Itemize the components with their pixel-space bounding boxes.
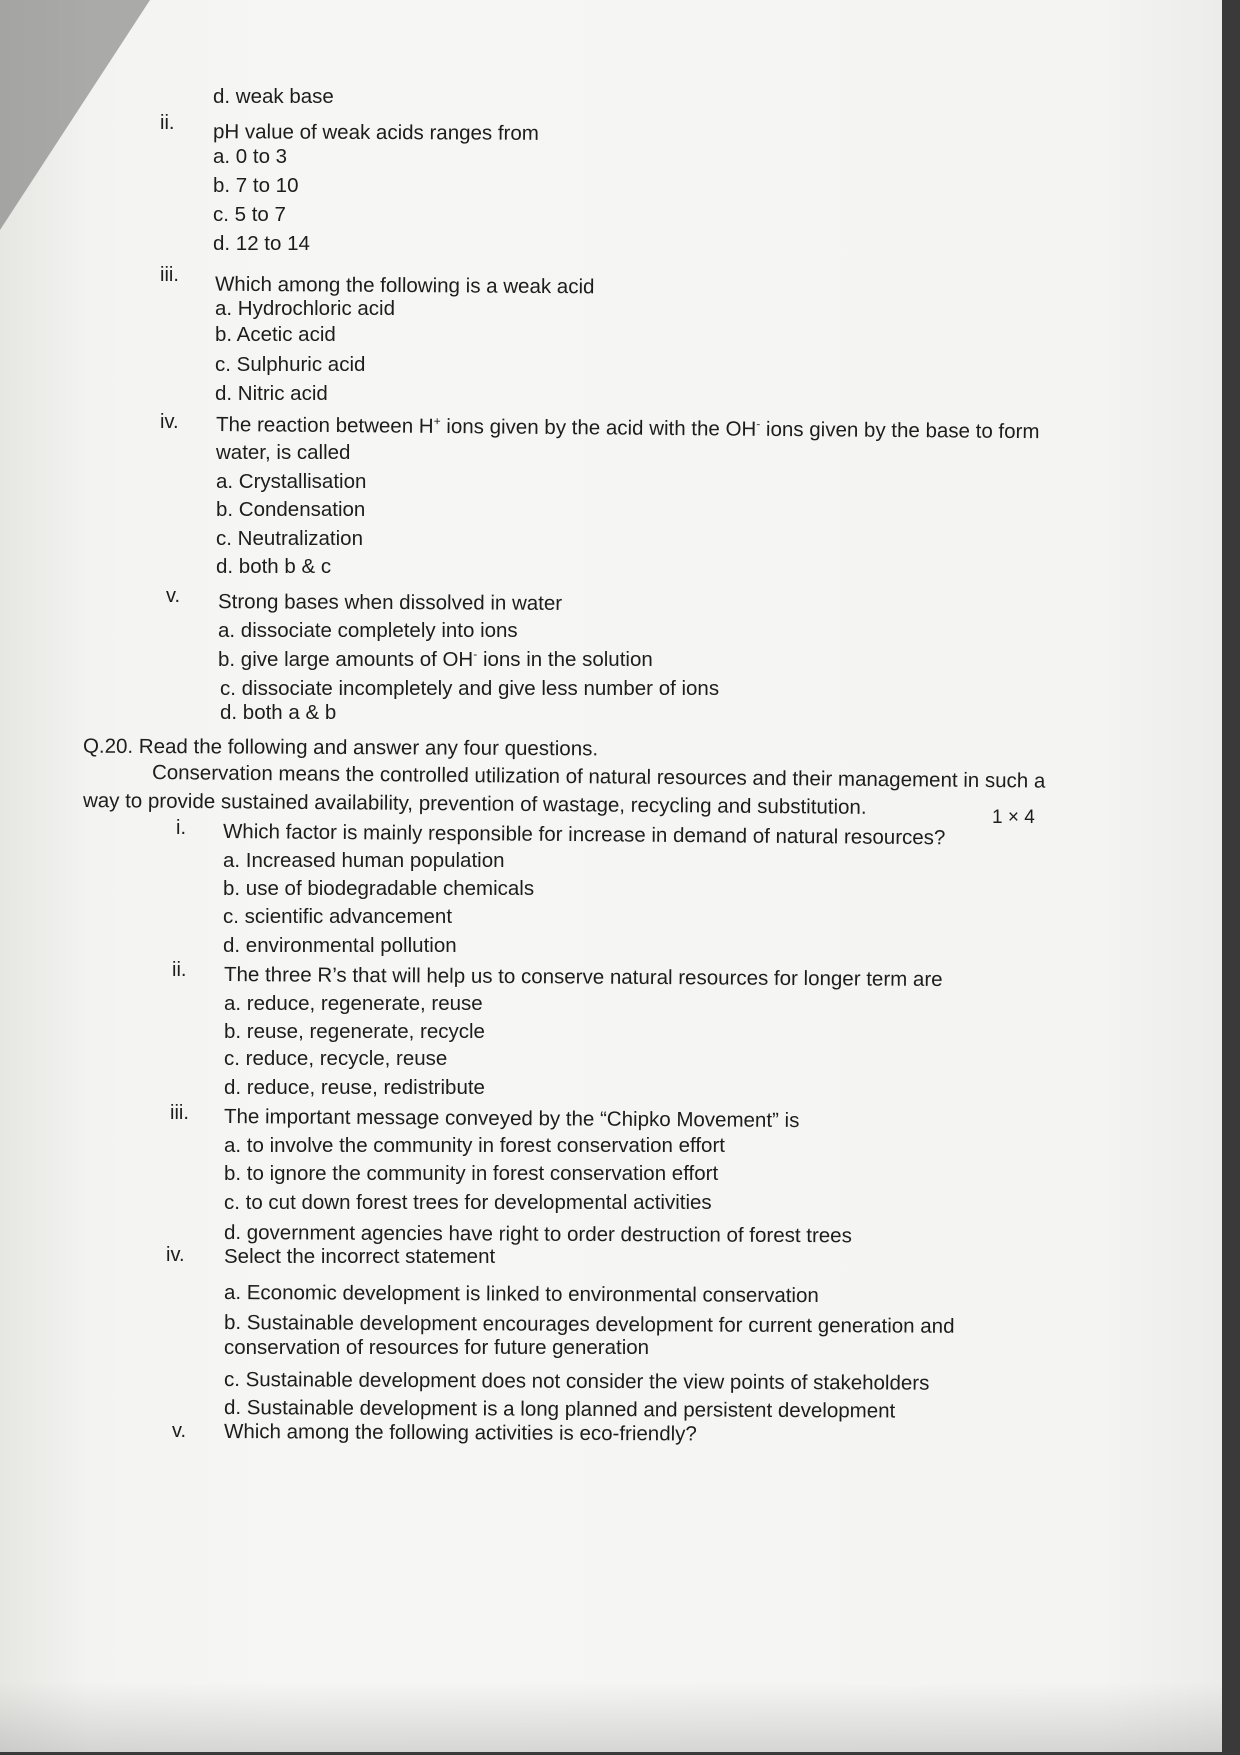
option-text: a. to involve the community in forest conservation effort [224, 1134, 725, 1157]
option-text: c. Sustainable development does not consider the view points of stakeholders [223, 1368, 930, 1395]
option-text: c. Sulphuric acid [215, 353, 366, 376]
option-text: a. Hydrochloric acid [215, 297, 396, 320]
passage-text: Conservation means the controlled utilization of natural resources and their management in such a [151, 761, 1046, 793]
option-text: d. 12 to 14 [213, 232, 310, 255]
option-text: d. both a & b [220, 701, 337, 724]
question-number: iv. [160, 411, 179, 433]
option-text: b. 7 to 10 [213, 174, 299, 197]
page-fold-shadow [0, 0, 150, 230]
question-number: iv. [166, 1244, 185, 1266]
question-number: ii. [160, 112, 175, 134]
option-text: d. Sustainable development is a long planned and persistent development [223, 1396, 896, 1423]
question-number: v. [172, 1420, 187, 1442]
question-text: The reaction between H+ ions given by the acid with the OH- ions given by the base to form [215, 413, 1040, 444]
option-text: d. weak base [213, 85, 334, 108]
option-text: d. reduce, reuse, redistribute [224, 1076, 485, 1099]
question-number: v. [166, 585, 181, 607]
option-text: c. dissociate incompletely and give less number of ions [220, 677, 720, 700]
question-heading: Q.20. Read the following and answer any four questions. [82, 734, 599, 761]
option-text: c. Neutralization [216, 527, 363, 550]
question-text: pH value of weak acids ranges from [212, 120, 539, 145]
marks-label: 1 × 4 [992, 807, 1035, 828]
option-text: a. Economic development is linked to environmental conservation [223, 1281, 819, 1308]
question-text: Select the incorrect statement [224, 1245, 496, 1268]
question-number: i. [176, 817, 186, 839]
question-text-continued: water, is called [216, 441, 351, 464]
option-text: c. 5 to 7 [213, 203, 286, 226]
scan-bottom-edge [0, 1682, 1222, 1752]
option-text: b. Acetic acid [215, 323, 336, 346]
question-text: The important message conveyed by the “Chipko Movement” is [223, 1105, 800, 1133]
option-text: c. reduce, recycle, reuse [224, 1047, 448, 1070]
question-text: The three R’s that will help us to conserve natural resources for longer term are [223, 963, 943, 992]
option-text: d. government agencies have right to order destruction of forest trees [223, 1221, 852, 1248]
option-text: c. scientific advancement [223, 905, 453, 928]
question-number: ii. [172, 959, 187, 981]
option-text: d. Nitric acid [215, 382, 328, 405]
question-text: Which factor is mainly responsible for increase in demand of natural resources? [222, 820, 946, 850]
option-text: a. dissociate completely into ions [218, 619, 518, 642]
option-text: c. to cut down forest trees for developmental activities [224, 1191, 712, 1214]
option-text: b. Condensation [216, 498, 366, 521]
option-text: d. both b & c [216, 555, 332, 578]
option-text: a. reduce, regenerate, reuse [224, 992, 483, 1015]
question-text: Which among the following is a weak acid [214, 272, 595, 299]
option-text: b. reuse, regenerate, recycle [224, 1020, 485, 1043]
option-text: a. Crystallisation [216, 470, 367, 493]
option-text: b. use of biodegradable chemicals [223, 877, 535, 900]
option-text: b. Sustainable development encourages development for current generation and [223, 1311, 955, 1338]
question-number: iii. [170, 1102, 189, 1124]
question-number: iii. [160, 264, 179, 286]
passage-text: way to provide sustained availability, prevention of wastage, recycling and substitution. [82, 789, 867, 819]
question-text: Strong bases when dissolved in water [217, 590, 563, 615]
option-text: a. 0 to 3 [213, 145, 288, 168]
question-text: Which among the following activities is eco-friendly? [223, 1420, 697, 1446]
option-text: b. to ignore the community in forest conservation effort [224, 1162, 719, 1185]
option-text: d. environmental pollution [223, 934, 457, 957]
option-text-continued: conservation of resources for future generation [224, 1336, 650, 1359]
option-text: b. give large amounts of OH- ions in the solution [218, 647, 653, 671]
option-text: a. Increased human population [223, 849, 505, 872]
